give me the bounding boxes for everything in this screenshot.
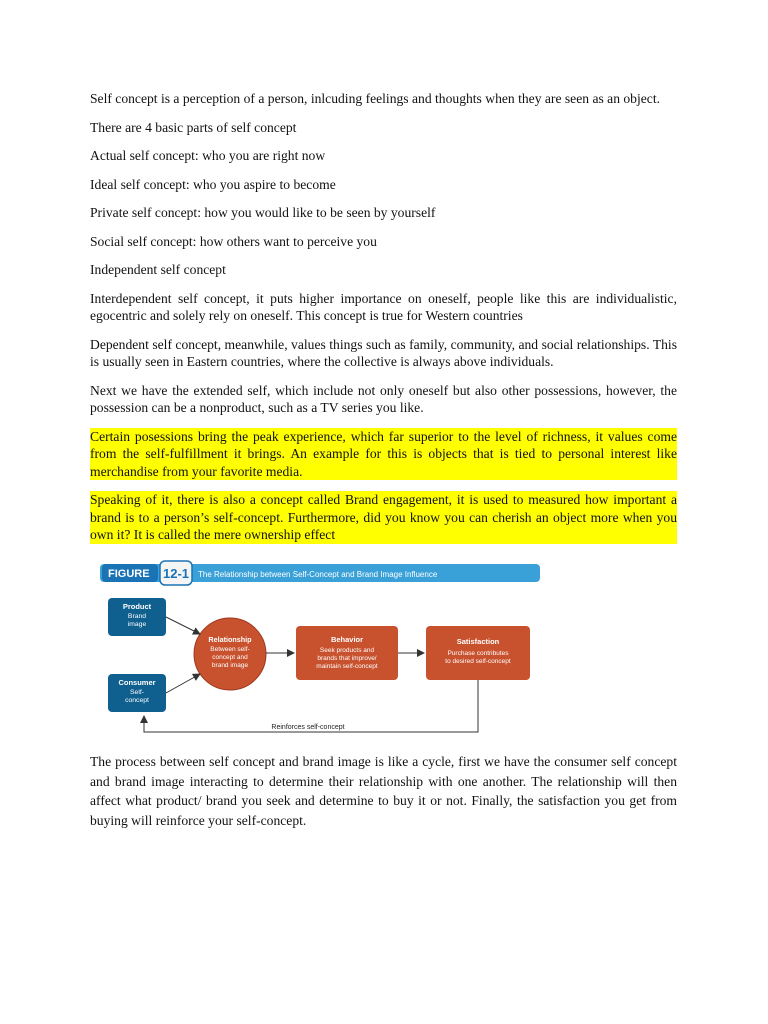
relationship-title: Relationship [208,635,252,644]
paragraph: Dependent self concept, meanwhile, values things such as family, community, and social relationships. This is usually seen in Eastern countries, where the collective is always above individuals. [90,336,677,369]
paragraph: Social self concept: how others want to perceive you [90,233,377,249]
paragraph: Ideal self concept: who you aspire to become [90,176,336,192]
consumer-title: Consumer [118,678,156,687]
figure-svg [100,560,540,740]
satisfaction-line: to desired self-concept [445,658,511,665]
paragraph: Independent self concept [90,262,226,277]
product-title: Product [122,602,152,611]
figure-label: FIGURE [108,568,150,580]
paragraph: Next we have the extended self, which include not only oneself but also other possessions, however, the possession can be a nonproduct, such as a TV series you like. [90,382,677,415]
paragraph: Self concept is a perception of a person, inlcuding feelings and thoughts when they are seen as an object. [90,91,661,106]
document-body [90,90,677,555]
product-line: Brand [127,613,147,620]
highlighted-paragraph: Speaking of it, there is also a concept called Brand engagement, it is used to measured how important a brand is to a person’s self-concept. Furthermore, did you know you can cherish an object more when you own it? It is called the mere ownership effect [90,492,677,542]
consumer-line: concept [125,697,149,704]
consumer-line: Self- [130,689,144,696]
paragraph: Interdependent self concept, it puts higher importance on oneself, people like this are individualistic, egocentric and solely rely on oneself. This concept is true for Western countries [90,290,677,323]
behavior-line: maintain self-concept [316,663,378,670]
paragraph: Private self concept: how you would like to be seen by yourself [90,205,436,220]
relationship-line: brand image [211,662,249,669]
paragraph: There are 4 basic parts of self concept [90,119,297,135]
product-line: image [127,621,147,628]
paragraph: Actual self concept: who you are right now [90,148,326,163]
figure-title: The Relationship between Self-Concept and Brand Image Influence [198,570,438,579]
feedback-label: Reinforces self-concept [271,724,345,731]
arrow-consumer-to-relationship [166,674,200,693]
behavior-line: brands that improve/ [317,655,377,662]
closing-paragraph: The process between self concept and brand image is like a cycle, first we have the consumer self concept and brand image interacting to determine their relationship with one another. The relationship will then affect what product/ brand you seek and determine to buy it or not. Finally, the satisfaction you get from buying will reinforce your self-concept. [90,754,677,828]
behavior-title: Behavior [330,635,364,644]
closing-section [90,752,677,841]
arrow-product-to-relationship [166,617,200,634]
relationship-line: Between self- [210,646,250,653]
highlighted-paragraph: Certain posessions bring the peak experience, which far superior to the level of richness, it values come from the self-fulfillment it brings. An example for this is objects that is tied to personal interest like merchandise from your favorite media. [90,428,677,479]
satisfaction-line: Purchase contributes [447,650,509,657]
behavior-line: Seek products and [319,647,375,654]
figure-number: 12-1 [162,566,190,581]
satisfaction-title: Satisfaction [456,637,500,646]
figure-diagram [100,560,540,740]
relationship-line: concept and [212,654,248,661]
